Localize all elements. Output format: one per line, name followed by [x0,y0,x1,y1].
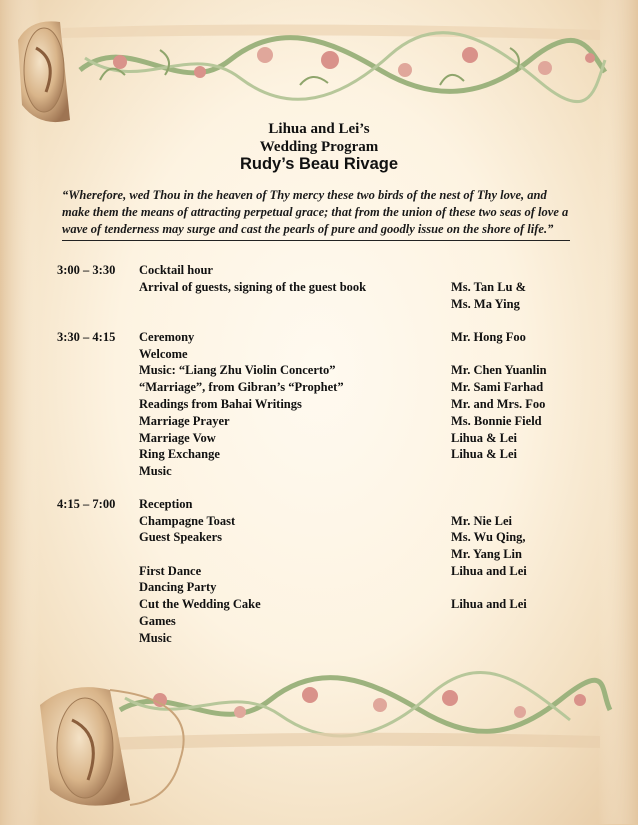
program-item: Cocktail hour [139,263,213,277]
program-item: Ceremony [139,330,195,344]
program-person: Ms. Ma Ying [451,297,520,311]
program-person: Lihua and Lei [451,564,527,578]
program-person: Mr. Yang Lin [451,547,522,561]
section-time: 3:00 – 3:30 [57,263,116,277]
program-person: Mr. Chen Yuanlin [451,363,547,377]
program-person: Mr. Nie Lei [451,514,512,528]
program-title: Wedding Program [259,139,379,155]
program-person: Lihua & Lei [451,447,517,461]
divider-rule [62,240,570,241]
section-time: 4:15 – 7:00 [57,497,116,511]
program-item: Music [139,464,172,478]
program-item: Marriage Prayer [139,414,230,428]
program-person: Ms. Wu Qing, [451,530,526,544]
top-floral-border [80,33,605,102]
program-item: Dancing Party [139,580,217,594]
program-person: Lihua and Lei [451,597,527,611]
program-item: Welcome [139,347,188,361]
bottom-floral-border [60,673,610,752]
program-item: First Dance [139,564,202,578]
program-item: Champagne Toast [139,514,236,528]
program-item: Games [139,614,176,628]
program-item: Music: “Liang Zhu Violin Concerto” [139,363,336,377]
program-item: Guest Speakers [139,530,222,544]
program-person: Ms. Bonnie Field [451,414,542,428]
program-item: Cut the Wedding Cake [139,597,261,611]
opening-quote: “Wherefore, wed Thou in the heaven of Thy mercy these two birds of the nest of Thy love, and make them the means of attracting perpetual grace; that from the union of these two seas of love a wave of tenderness may surge and cast the pearls of pure and goodly issue on the shore of life.” [62,188,569,236]
venue-title: Rudy’s Beau Rivage [239,155,399,173]
program-item: Marriage Vow [139,431,216,445]
program-person: Mr. and Mrs. Foo [451,397,546,411]
program-item: Readings from Bahai Writings [139,397,302,411]
program-item: Music [139,631,172,645]
program-item: “Marriage”, from Gibran’s “Prophet” [139,380,344,394]
program-item: Arrival of guests, signing of the guest book [139,280,367,294]
program-owner-title: Lihua and Lei’s [268,121,370,137]
section-time: 3:30 – 4:15 [57,330,116,344]
program-person: Lihua & Lei [451,431,517,445]
program-person: Ms. Tan Lu & [451,280,527,294]
program-item: Ring Exchange [139,447,220,461]
program-person: Mr. Sami Farhad [451,380,544,394]
program-item: Reception [139,497,193,511]
program-person: Mr. Hong Foo [451,330,526,344]
